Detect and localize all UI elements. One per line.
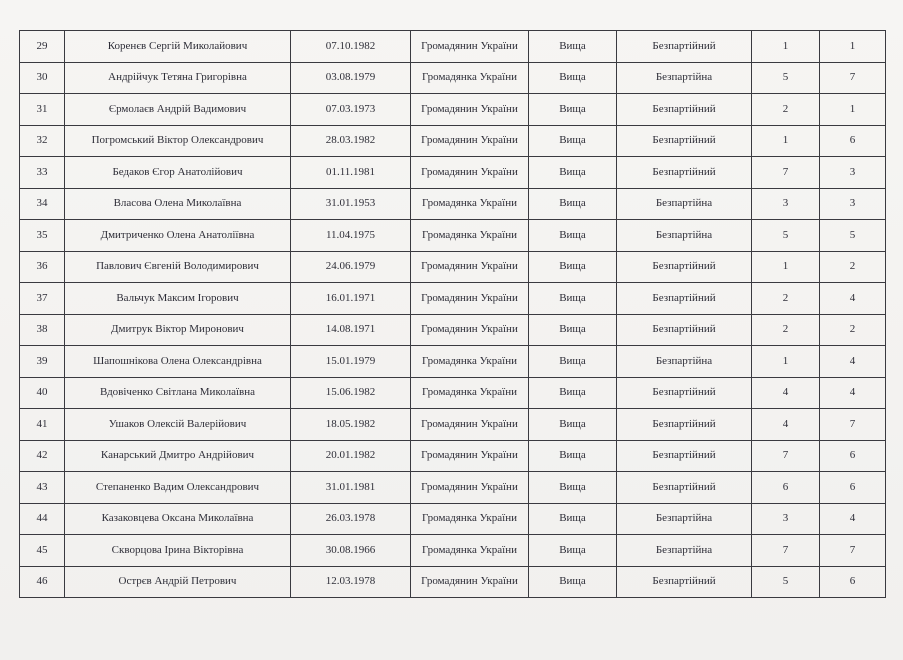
- birth-date-cell: 15.01.1979: [291, 346, 411, 378]
- education-cell: Вища: [529, 125, 617, 157]
- education-cell: Вища: [529, 188, 617, 220]
- row-number-cell: 43: [20, 472, 65, 504]
- education-cell: Вища: [529, 377, 617, 409]
- value-a-cell: 5: [752, 220, 820, 252]
- full-name-cell: Казаковцева Оксана Миколаївна: [65, 503, 291, 535]
- row-number-cell: 42: [20, 440, 65, 472]
- value-b-cell: 1: [820, 31, 886, 63]
- education-cell: Вища: [529, 472, 617, 504]
- table-row: [20, 94, 886, 126]
- birth-date-cell: 31.01.1953: [291, 188, 411, 220]
- education-cell: Вища: [529, 283, 617, 315]
- value-a-cell: 5: [752, 566, 820, 598]
- row-number-cell: 44: [20, 503, 65, 535]
- citizenship-cell: Громадянка України: [411, 377, 529, 409]
- birth-date-cell: 26.03.1978: [291, 503, 411, 535]
- citizenship-cell: Громадянин України: [411, 440, 529, 472]
- education-cell: Вища: [529, 314, 617, 346]
- table-row: [20, 125, 886, 157]
- value-a-cell: 5: [752, 62, 820, 94]
- row-number-cell: 46: [20, 566, 65, 598]
- table-row: [20, 314, 886, 346]
- value-a-cell: 6: [752, 472, 820, 504]
- party-affiliation-cell: Безпартійна: [617, 62, 752, 94]
- education-cell: Вища: [529, 251, 617, 283]
- row-number-cell: 30: [20, 62, 65, 94]
- candidate-list-table: [19, 30, 886, 598]
- value-a-cell: 1: [752, 346, 820, 378]
- party-affiliation-cell: Безпартійний: [617, 440, 752, 472]
- value-a-cell: 3: [752, 503, 820, 535]
- birth-date-cell: 18.05.1982: [291, 409, 411, 441]
- value-b-cell: 1: [820, 94, 886, 126]
- education-cell: Вища: [529, 566, 617, 598]
- row-number-cell: 38: [20, 314, 65, 346]
- full-name-cell: Дмитриченко Олена Анатоліївна: [65, 220, 291, 252]
- value-a-cell: 7: [752, 157, 820, 189]
- value-b-cell: 2: [820, 314, 886, 346]
- birth-date-cell: 12.03.1978: [291, 566, 411, 598]
- full-name-cell: Власова Олена Миколаївна: [65, 188, 291, 220]
- citizenship-cell: Громадянин України: [411, 31, 529, 63]
- citizenship-cell: Громадянин України: [411, 125, 529, 157]
- value-b-cell: 3: [820, 157, 886, 189]
- value-b-cell: 4: [820, 377, 886, 409]
- birth-date-cell: 20.01.1982: [291, 440, 411, 472]
- education-cell: Вища: [529, 220, 617, 252]
- party-affiliation-cell: Безпартійний: [617, 157, 752, 189]
- birth-date-cell: 14.08.1971: [291, 314, 411, 346]
- party-affiliation-cell: Безпартійний: [617, 125, 752, 157]
- table-row: [20, 188, 886, 220]
- value-b-cell: 6: [820, 440, 886, 472]
- value-a-cell: 4: [752, 377, 820, 409]
- row-number-cell: 37: [20, 283, 65, 315]
- candidate-rows: [20, 31, 886, 598]
- education-cell: Вища: [529, 409, 617, 441]
- party-affiliation-cell: Безпартійний: [617, 314, 752, 346]
- value-b-cell: 7: [820, 409, 886, 441]
- citizenship-cell: Громадянка України: [411, 535, 529, 567]
- table-row: [20, 535, 886, 567]
- table-row: [20, 157, 886, 189]
- full-name-cell: Канарський Дмитро Андрійович: [65, 440, 291, 472]
- birth-date-cell: 01.11.1981: [291, 157, 411, 189]
- party-affiliation-cell: Безпартійна: [617, 503, 752, 535]
- birth-date-cell: 11.04.1975: [291, 220, 411, 252]
- citizenship-cell: Громадянин України: [411, 472, 529, 504]
- table-row: [20, 472, 886, 504]
- citizenship-cell: Громадянин України: [411, 94, 529, 126]
- education-cell: Вища: [529, 31, 617, 63]
- value-b-cell: 4: [820, 503, 886, 535]
- table-row: [20, 409, 886, 441]
- value-a-cell: 1: [752, 125, 820, 157]
- table-row: [20, 377, 886, 409]
- table-row: [20, 220, 886, 252]
- citizenship-cell: Громадянин України: [411, 409, 529, 441]
- birth-date-cell: 07.03.1973: [291, 94, 411, 126]
- party-affiliation-cell: Безпартійний: [617, 472, 752, 504]
- value-a-cell: 2: [752, 283, 820, 315]
- value-a-cell: 7: [752, 535, 820, 567]
- education-cell: Вища: [529, 157, 617, 189]
- full-name-cell: Ушаков Олексій Валерійович: [65, 409, 291, 441]
- birth-date-cell: 24.06.1979: [291, 251, 411, 283]
- table-row: [20, 503, 886, 535]
- party-affiliation-cell: Безпартійний: [617, 94, 752, 126]
- party-affiliation-cell: Безпартійний: [617, 283, 752, 315]
- party-affiliation-cell: Безпартійна: [617, 346, 752, 378]
- citizenship-cell: Громадянка України: [411, 503, 529, 535]
- citizenship-cell: Громадянин України: [411, 283, 529, 315]
- table-row: [20, 283, 886, 315]
- education-cell: Вища: [529, 535, 617, 567]
- citizenship-cell: Громадянка України: [411, 346, 529, 378]
- table-row: [20, 566, 886, 598]
- full-name-cell: Павлович Євгеній Володимирович: [65, 251, 291, 283]
- full-name-cell: Єрмолаєв Андрій Вадимович: [65, 94, 291, 126]
- party-affiliation-cell: Безпартійний: [617, 409, 752, 441]
- party-affiliation-cell: Безпартійний: [617, 31, 752, 63]
- value-b-cell: 2: [820, 251, 886, 283]
- value-b-cell: 6: [820, 472, 886, 504]
- birth-date-cell: 15.06.1982: [291, 377, 411, 409]
- full-name-cell: Погромський Віктор Олександрович: [65, 125, 291, 157]
- value-b-cell: 5: [820, 220, 886, 252]
- value-a-cell: 1: [752, 251, 820, 283]
- birth-date-cell: 30.08.1966: [291, 535, 411, 567]
- value-a-cell: 1: [752, 31, 820, 63]
- citizenship-cell: Громадянин України: [411, 314, 529, 346]
- table-row: [20, 62, 886, 94]
- table-row: [20, 440, 886, 472]
- value-b-cell: 3: [820, 188, 886, 220]
- party-affiliation-cell: Безпартійна: [617, 220, 752, 252]
- value-a-cell: 2: [752, 314, 820, 346]
- full-name-cell: Вдовіченко Світлана Миколаївна: [65, 377, 291, 409]
- value-b-cell: 7: [820, 62, 886, 94]
- full-name-cell: Скворцова Ірина Вікторівна: [65, 535, 291, 567]
- value-b-cell: 4: [820, 283, 886, 315]
- full-name-cell: Коренєв Сергій Миколайович: [65, 31, 291, 63]
- table-row: [20, 251, 886, 283]
- birth-date-cell: 07.10.1982: [291, 31, 411, 63]
- row-number-cell: 40: [20, 377, 65, 409]
- full-name-cell: Острєв Андрій Петрович: [65, 566, 291, 598]
- value-a-cell: 3: [752, 188, 820, 220]
- value-b-cell: 4: [820, 346, 886, 378]
- birth-date-cell: 28.03.1982: [291, 125, 411, 157]
- value-a-cell: 4: [752, 409, 820, 441]
- party-affiliation-cell: Безпартійний: [617, 566, 752, 598]
- row-number-cell: 39: [20, 346, 65, 378]
- party-affiliation-cell: Безпартійна: [617, 535, 752, 567]
- row-number-cell: 34: [20, 188, 65, 220]
- party-affiliation-cell: Безпартійний: [617, 377, 752, 409]
- row-number-cell: 35: [20, 220, 65, 252]
- value-b-cell: 7: [820, 535, 886, 567]
- party-affiliation-cell: Безпартійний: [617, 251, 752, 283]
- education-cell: Вища: [529, 346, 617, 378]
- row-number-cell: 31: [20, 94, 65, 126]
- table-row: [20, 31, 886, 63]
- full-name-cell: Дмитрук Віктор Миронович: [65, 314, 291, 346]
- citizenship-cell: Громадянин України: [411, 251, 529, 283]
- education-cell: Вища: [529, 62, 617, 94]
- row-number-cell: 32: [20, 125, 65, 157]
- education-cell: Вища: [529, 503, 617, 535]
- full-name-cell: Шапошнікова Олена Олександрівна: [65, 346, 291, 378]
- full-name-cell: Вальчук Максим Ігорович: [65, 283, 291, 315]
- value-b-cell: 6: [820, 566, 886, 598]
- row-number-cell: 45: [20, 535, 65, 567]
- full-name-cell: Андрійчук Тетяна Григорівна: [65, 62, 291, 94]
- party-affiliation-cell: Безпартійна: [617, 188, 752, 220]
- citizenship-cell: Громадянин України: [411, 566, 529, 598]
- birth-date-cell: 31.01.1981: [291, 472, 411, 504]
- row-number-cell: 29: [20, 31, 65, 63]
- education-cell: Вища: [529, 94, 617, 126]
- row-number-cell: 41: [20, 409, 65, 441]
- table-row: [20, 346, 886, 378]
- value-a-cell: 7: [752, 440, 820, 472]
- education-cell: Вища: [529, 440, 617, 472]
- full-name-cell: Бедаков Єгор Анатолійович: [65, 157, 291, 189]
- value-b-cell: 6: [820, 125, 886, 157]
- row-number-cell: 36: [20, 251, 65, 283]
- citizenship-cell: Громадянка України: [411, 188, 529, 220]
- birth-date-cell: 03.08.1979: [291, 62, 411, 94]
- citizenship-cell: Громадянка України: [411, 62, 529, 94]
- row-number-cell: 33: [20, 157, 65, 189]
- birth-date-cell: 16.01.1971: [291, 283, 411, 315]
- citizenship-cell: Громадянка України: [411, 220, 529, 252]
- citizenship-cell: Громадянин України: [411, 157, 529, 189]
- value-a-cell: 2: [752, 94, 820, 126]
- full-name-cell: Степаненко Вадим Олександрович: [65, 472, 291, 504]
